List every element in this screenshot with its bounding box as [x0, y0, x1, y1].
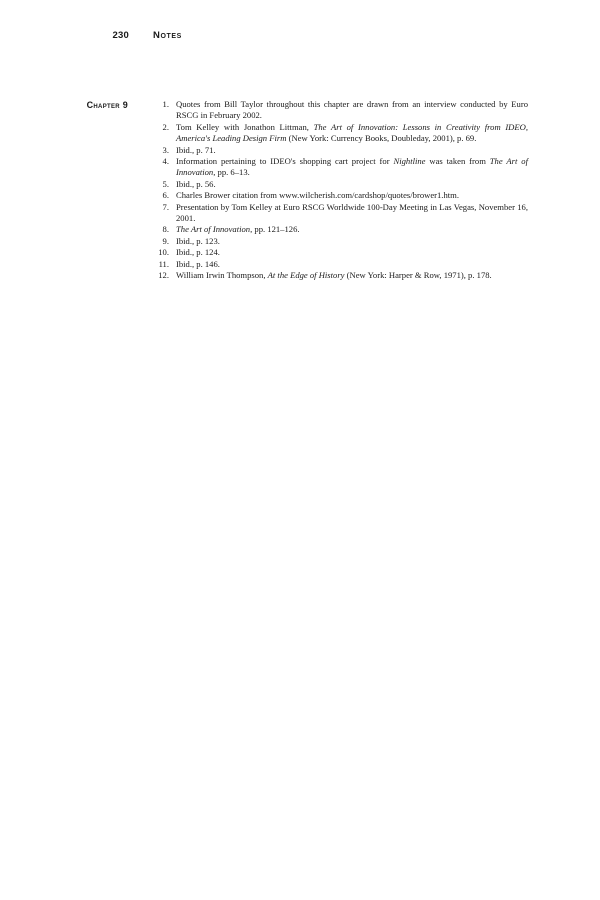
note-text-italic: The Art of Innovation — [176, 224, 251, 235]
note-number: 11. — [158, 258, 169, 269]
running-head — [0, 30, 600, 44]
section-title: Notes — [153, 30, 182, 41]
note-text — [176, 247, 220, 257]
chapter-label: Chapter 9 — [86, 100, 128, 110]
note-text-run: Presentation by Tom Kelley at Euro RSCG Worldwide 100-Day Meeting in Las Vegas, November 16, 2001. — [176, 201, 528, 224]
note-number: 9. — [162, 235, 169, 246]
note-text — [176, 122, 528, 143]
note-item — [154, 179, 528, 190]
note-text — [176, 99, 528, 120]
note-text-run: Ibid., p. 146. — [176, 258, 220, 269]
note-text-run: Charles Brower citation from www.wilcherish.com/cardshop/quotes/brower1.htm. — [176, 190, 459, 201]
note-text-run: Quotes from Bill Taylor throughout this chapter are drawn from an interview conducted by Euro RSCG in February 2002. — [176, 99, 528, 121]
note-item — [154, 99, 528, 122]
note-number: 5. — [162, 178, 169, 189]
note-text-italic: Nightline — [393, 156, 426, 167]
note-text — [176, 145, 216, 155]
note-text-italic: The Art of Innovation: Lessons in Creativity from IDEO, America's Leading Design Firm — [176, 121, 528, 144]
note-item — [154, 190, 528, 201]
note-text-run: (New York: Harper & Row, 1971), p. 178. — [344, 270, 492, 281]
note-item — [154, 259, 528, 270]
note-text-italic: At the Edge of History — [267, 270, 345, 281]
note-number: 8. — [162, 224, 169, 235]
notes-list — [154, 99, 528, 282]
note-text — [176, 179, 216, 189]
note-item — [154, 202, 528, 225]
note-text-run: , pp. 121–126. — [250, 224, 300, 235]
page-number: 230 — [112, 30, 129, 41]
note-text-run: Ibid., p. 56. — [176, 178, 216, 189]
note-item — [154, 122, 528, 145]
note-text — [176, 202, 528, 223]
note-text-run: Ibid., p. 71. — [176, 144, 216, 155]
note-text-run: Ibid., p. 123. — [176, 235, 220, 246]
note-number: 10. — [158, 247, 169, 258]
note-text-run: Information pertaining to IDEO's shopping cart project for — [176, 156, 394, 167]
note-item — [154, 145, 528, 156]
note-text — [176, 236, 220, 246]
note-text — [176, 224, 300, 234]
note-number: 2. — [162, 121, 169, 132]
note-item — [154, 156, 528, 179]
note-item — [154, 270, 528, 281]
note-text — [176, 259, 220, 269]
note-number: 12. — [158, 270, 169, 281]
note-number: 6. — [162, 190, 169, 201]
note-item — [154, 247, 528, 258]
note-text-run: William Irwin Thompson, — [176, 270, 268, 281]
note-number: 3. — [162, 144, 169, 155]
note-text-run: , pp. 6–13. — [213, 167, 250, 178]
note-text-italic: The Art of Innovation — [176, 156, 528, 178]
note-text — [176, 156, 528, 177]
note-number: 7. — [162, 201, 169, 212]
note-number: 4. — [162, 156, 169, 167]
note-text-run: Tom Kelley with Jonathon Littman, — [176, 121, 314, 132]
note-text-run: (New York: Currency Books, Doubleday, 2001), p. 69. — [286, 133, 477, 144]
note-text-run: was taken from — [425, 156, 490, 167]
note-text-run: Ibid., p. 124. — [176, 247, 220, 258]
note-text — [176, 190, 459, 200]
note-item — [154, 236, 528, 247]
note-number: 1. — [162, 99, 169, 109]
note-item — [154, 224, 528, 235]
note-text — [176, 270, 492, 280]
